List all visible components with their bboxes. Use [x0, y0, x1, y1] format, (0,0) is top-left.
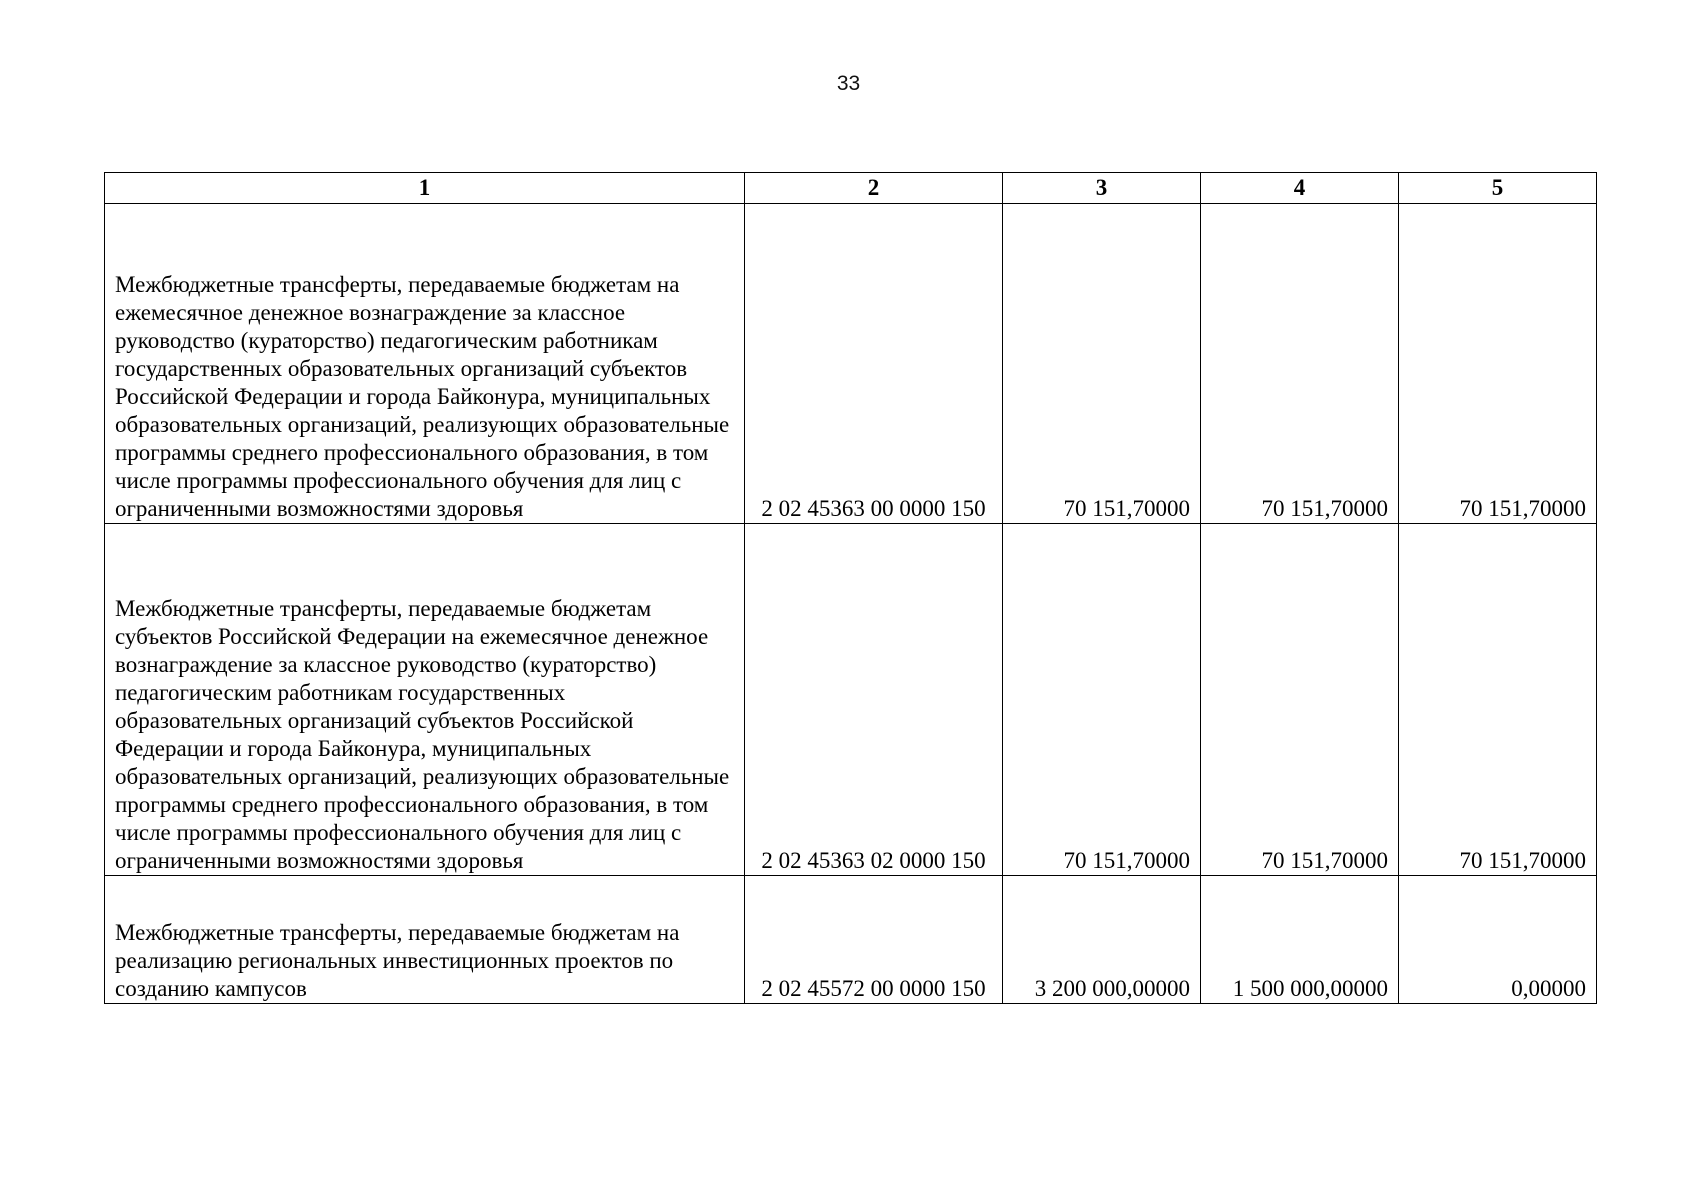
page-number: 33 — [836, 72, 861, 95]
row-value-col5: 0,00000 — [1399, 876, 1597, 1004]
column-header-3: 3 — [1003, 173, 1201, 204]
row-description: Межбюджетные трансферты, передаваемые бюджетам на ежемесячное денежное вознаграждение за классное руководство (кураторство) педагогическим работникам государственных образовательных организаций субъектов Российской Федерации и города Байконура, муниципальных образовательных организаций, реализующих образовательные программы среднего профессионального образования, в том числе программы профессионального обучения для лиц с ограниченными возможностями здоровья — [105, 204, 745, 524]
table-header-row — [105, 173, 1597, 204]
table-row — [105, 876, 1597, 1004]
row-value-col5: 70 151,70000 — [1399, 204, 1597, 524]
row-description: Межбюджетные трансферты, передаваемые бюджетам на реализацию региональных инвестиционных проектов по созданию кампусов — [105, 876, 745, 1004]
row-value-col3: 70 151,70000 — [1003, 204, 1201, 524]
row-value-col4: 70 151,70000 — [1201, 204, 1399, 524]
row-budget-code: 2 02 45363 02 0000 150 — [745, 524, 1003, 876]
column-header-2: 2 — [745, 173, 1003, 204]
budget-table — [104, 172, 1597, 1004]
row-value-col4: 70 151,70000 — [1201, 524, 1399, 876]
row-value-col4: 1 500 000,00000 — [1201, 876, 1399, 1004]
row-description: Межбюджетные трансферты, передаваемые бюджетам субъектов Российской Федерации на ежемесячное денежное вознаграждение за классное руководство (кураторство) педагогическим работникам государственных образовательных организаций субъектов Российской Федерации и города Байконура, муниципальных образовательных организаций, реализующих образовательные программы среднего профессионального образования, в том числе программы профессионального обучения для лиц с ограниченными возможностями здоровья — [105, 524, 745, 876]
column-header-1: 1 — [105, 173, 745, 204]
row-value-col3: 70 151,70000 — [1003, 524, 1201, 876]
row-budget-code: 2 02 45363 00 0000 150 — [745, 204, 1003, 524]
column-header-5: 5 — [1399, 173, 1597, 204]
table-row — [105, 204, 1597, 524]
row-value-col5: 70 151,70000 — [1399, 524, 1597, 876]
row-value-col3: 3 200 000,00000 — [1003, 876, 1201, 1004]
column-header-4: 4 — [1201, 173, 1399, 204]
table-row — [105, 524, 1597, 876]
row-budget-code: 2 02 45572 00 0000 150 — [745, 876, 1003, 1004]
